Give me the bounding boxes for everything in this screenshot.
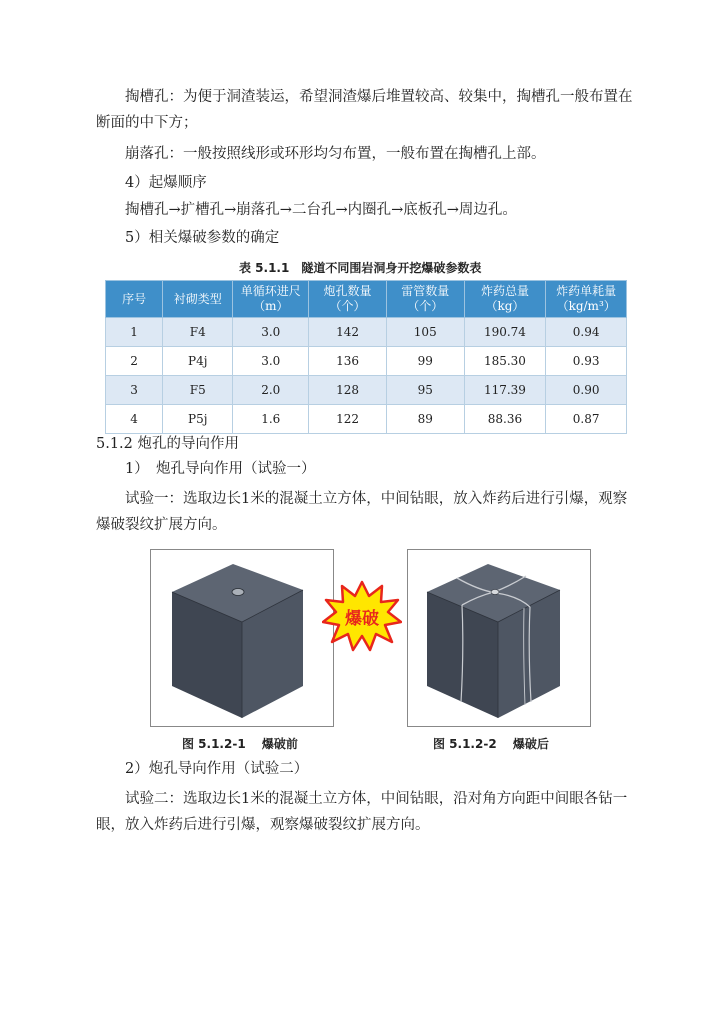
drill-hole-icon bbox=[232, 589, 244, 596]
figure-before-blast bbox=[150, 549, 334, 727]
table-cell: 105 bbox=[386, 318, 464, 347]
table-row bbox=[106, 318, 627, 347]
header-line: 炸药总量 bbox=[480, 284, 529, 298]
subheading-experiment-2: 2）炮孔导向作用（试验二） bbox=[125, 761, 309, 777]
table-cell: 0.94 bbox=[546, 318, 627, 347]
header-unit: （kg/m³） bbox=[556, 299, 616, 313]
blast-parameters-table bbox=[105, 280, 627, 434]
table-cell: 2.0 bbox=[233, 376, 309, 405]
table-header-cell bbox=[163, 281, 233, 318]
table-cell: 185.30 bbox=[464, 347, 546, 376]
table-header-cell bbox=[309, 281, 387, 318]
table-header-cell bbox=[546, 281, 627, 318]
table-cell: 190.74 bbox=[464, 318, 546, 347]
table-cell: 99 bbox=[386, 347, 464, 376]
table-header-cell bbox=[386, 281, 464, 318]
paragraph-experiment-2: 试验二：选取边长1米的混凝土立方体，中间钻眼，沿对角方向距中间眼各钻一眼，放入炸药后进行引爆，观察爆破裂纹扩展方向。 bbox=[96, 791, 628, 833]
header-line: 衬砌类型 bbox=[173, 291, 222, 306]
paragraph-cut-holes: 掏槽孔：为便于洞渣装运，希望洞渣爆后堆置较高、较集中，掏槽孔一般布置在断面的中下方； bbox=[96, 89, 633, 131]
table-cell: 89 bbox=[386, 405, 464, 434]
table-cell: 2 bbox=[106, 347, 163, 376]
paragraph-firing-sequence: 掏槽孔→扩槽孔→崩落孔→二台孔→内圈孔→底板孔→周边孔。 bbox=[125, 202, 517, 218]
cube-cracked-image bbox=[408, 550, 590, 726]
table-header-cell bbox=[106, 281, 163, 318]
table-cell: 3.0 bbox=[233, 318, 309, 347]
table-header-row bbox=[106, 281, 627, 318]
table-cell: 3.0 bbox=[233, 347, 309, 376]
table-header-cell bbox=[464, 281, 546, 318]
table-row bbox=[106, 376, 627, 405]
header-unit: （kg） bbox=[485, 299, 525, 313]
table-cell: 0.93 bbox=[546, 347, 627, 376]
table-cell: F4 bbox=[163, 318, 233, 347]
table-cell: 142 bbox=[309, 318, 387, 347]
table-cell: 0.87 bbox=[546, 405, 627, 434]
blast-burst bbox=[322, 580, 402, 656]
figure-after-blast bbox=[407, 549, 591, 727]
paragraph-caving-holes: 崩落孔：一般按照线形或环形均匀布置，一般布置在掏槽孔上部。 bbox=[125, 146, 546, 162]
table-cell: 122 bbox=[309, 405, 387, 434]
table-cell: 1 bbox=[106, 318, 163, 347]
table-cell: P5j bbox=[163, 405, 233, 434]
burst-label: 爆破 bbox=[345, 609, 379, 629]
header-line: 序号 bbox=[122, 291, 147, 306]
section-heading: 5.1.2 炮孔的导向作用 bbox=[96, 436, 240, 452]
paragraph-firing-sequence-heading: 4）起爆顺序 bbox=[125, 175, 207, 191]
table-cell: 4 bbox=[106, 405, 163, 434]
table-cell: 0.90 bbox=[546, 376, 627, 405]
header-line: 炮孔数量 bbox=[323, 284, 372, 298]
subheading-experiment-1: 1） 炮孔导向作用（试验一） bbox=[125, 461, 316, 477]
table-cell: 128 bbox=[309, 376, 387, 405]
table-row bbox=[106, 405, 627, 434]
paragraph-blast-params-heading: 5）相关爆破参数的确定 bbox=[125, 230, 280, 246]
cube-intact-image bbox=[151, 550, 333, 726]
figure-caption-after: 图 5.1.2-2 爆破后 bbox=[433, 737, 549, 751]
table-cell: 95 bbox=[386, 376, 464, 405]
table-cell: 117.39 bbox=[464, 376, 546, 405]
header-line: 雷管数量 bbox=[401, 284, 450, 298]
table-cell: 1.6 bbox=[233, 405, 309, 434]
paragraph-experiment-1: 试验一：选取边长1米的混凝土立方体，中间钻眼，放入炸药后进行引爆，观察爆破裂纹扩展方向。 bbox=[96, 491, 628, 533]
header-line: 炸药单耗量 bbox=[556, 284, 617, 298]
table-cell: 88.36 bbox=[464, 405, 546, 434]
header-unit: （个） bbox=[407, 299, 444, 313]
header-line: 单循环进尺 bbox=[240, 284, 301, 298]
table-caption: 表 5.1.1 隧道不同围岩洞身开挖爆破参数表 bbox=[239, 261, 482, 275]
table-cell: F5 bbox=[163, 376, 233, 405]
table-cell: P4j bbox=[163, 347, 233, 376]
header-unit: （m） bbox=[253, 299, 289, 313]
table-cell: 136 bbox=[309, 347, 387, 376]
figure-caption-before: 图 5.1.2-1 爆破前 bbox=[182, 737, 298, 751]
table-row bbox=[106, 347, 627, 376]
table-header-cell bbox=[233, 281, 309, 318]
header-unit: （个） bbox=[329, 299, 366, 313]
table-cell: 3 bbox=[106, 376, 163, 405]
